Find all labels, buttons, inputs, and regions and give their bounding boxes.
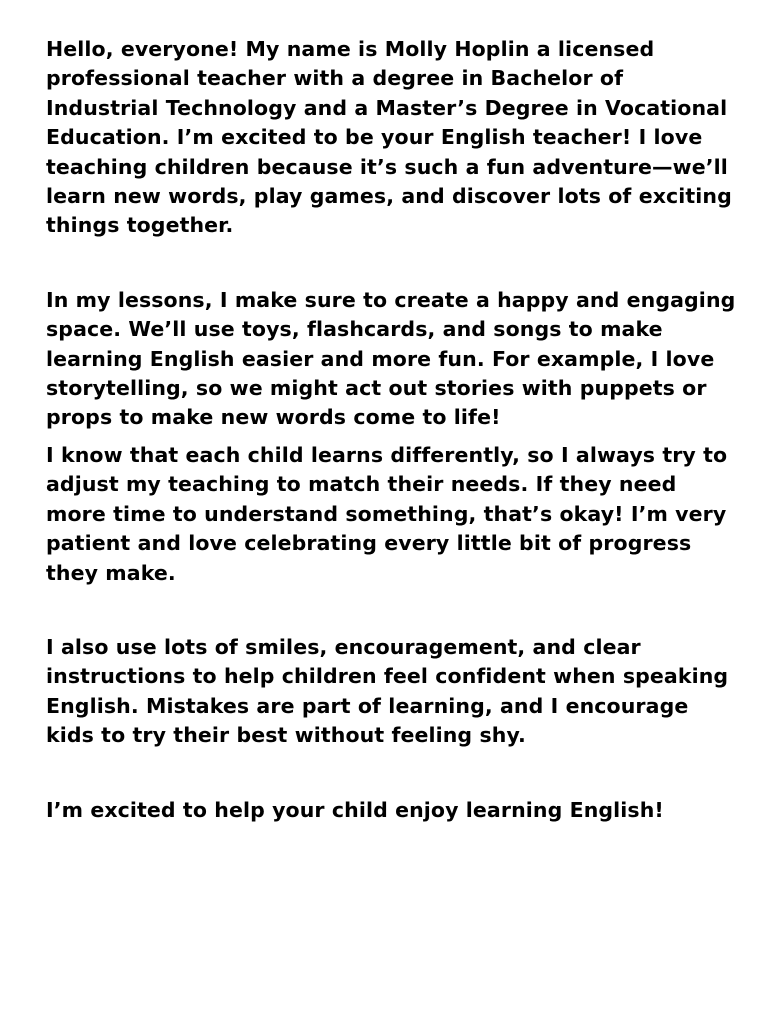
paragraph-introduction: Hello, everyone! My name is Molly Hoplin a licensed professional teacher with a degree in Bachelor of Industrial Technology and a Master’s Degree in Vocational Education. I’m excited to be your English teacher! I love teaching children because it’s such a fun adventure—we’ll learn new words, play games, and discover lots of exciting things together. — [46, 37, 732, 238]
paragraph-lessons: In my lessons, I make sure to create a happy and engaging space. We’ll use toys, flashcards, and songs to make learning English easier and more fun. For example, I love storytelling, so we might act out stories with puppets or props to make new words come to life! — [46, 287, 736, 430]
paragraph-closing: I’m excited to help your child enjoy learning English! — [46, 797, 664, 822]
paragraph-individual-needs: I know that each child learns differently, so I always try to adjust my teaching to match their needs. If they need more time to understand something, that’s okay! I’m very patient and love celebrating every little bit of progress they make. — [46, 442, 728, 585]
document-body — [46, 35, 736, 825]
paragraph-encouragement: I also use lots of smiles, encouragement, and clear instructions to help children feel confident when speaking English. Mistakes are part of learning, and I encourage kids to try their best without feeling shy. — [46, 634, 729, 748]
